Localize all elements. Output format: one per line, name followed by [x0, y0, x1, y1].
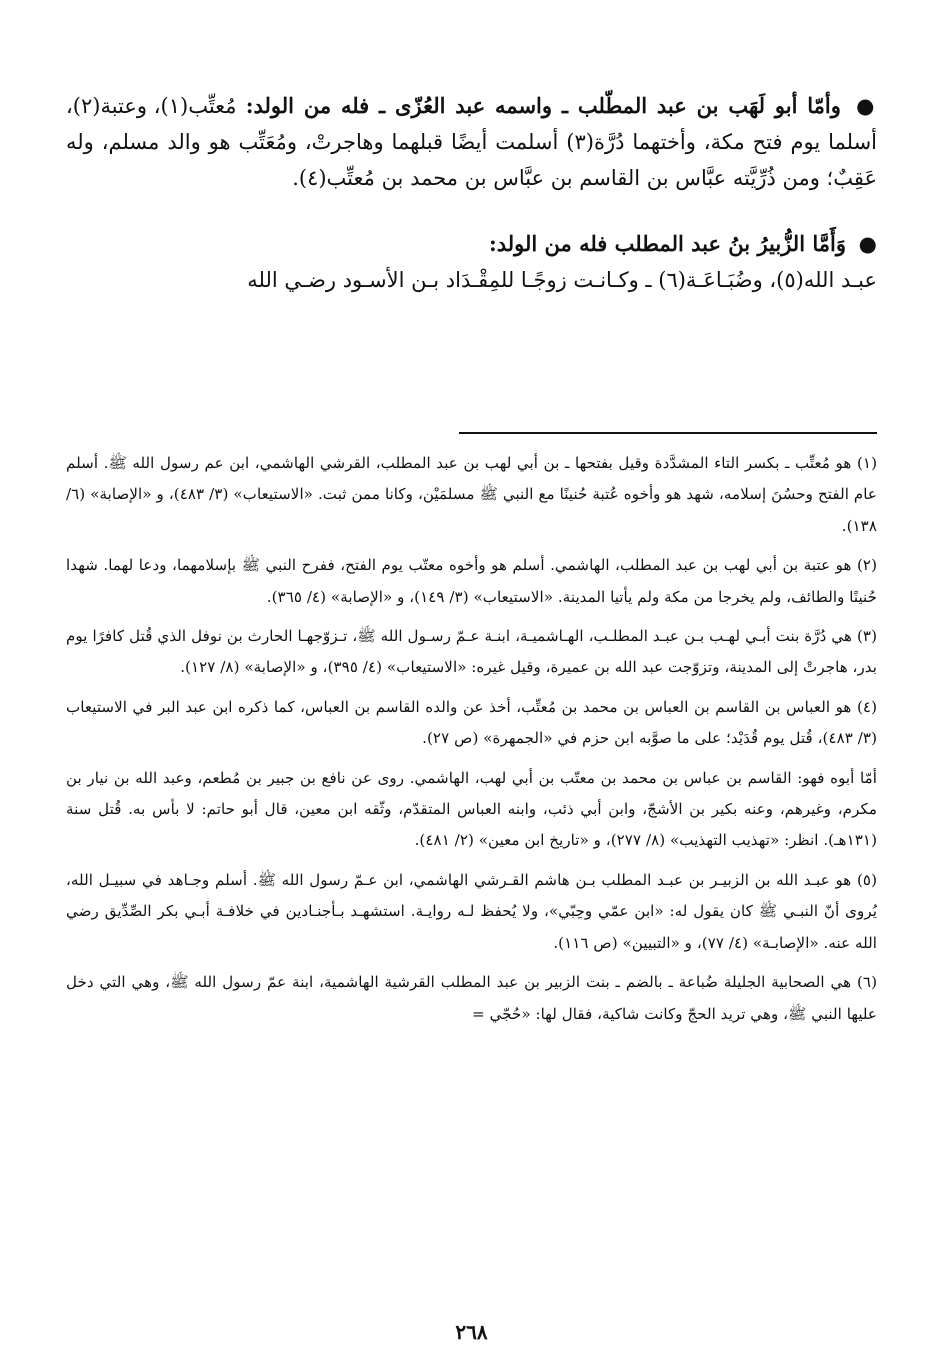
footnote-2: (٢) هو عتبة بن أبي لهب بن عبد المطلب، الهاشمي. أسلم هو وأخوه معتّب يوم الفتح، ففرح النبي ﷺ بإسلامهما، ودعا لهما. شهدا حُنينًا والطائف، ولم يخرجا من مكة ولم يأتيا المدينة. «الاستيعاب» (٣/ ١٤٩)، و «الإصابة» (٤/ ٣٦٥).	[66, 556, 877, 606]
bullet-icon: ●	[858, 231, 877, 256]
bullet-icon: ●	[856, 93, 877, 118]
footnote-3: (٣) هي دُرَّة بنت أبـي لهـب بـن عبـد المطلـب، الهـاشميـة، ابنـة عـمّ رسـول الله ﷺ، تـزوّجهـا الحارث بن نوفل الذي قُتل كافرًا يوم بدر، هاجرتْ إلى المدينة، وتزوّجت عبد الله بن عميرة، وقيل غيره: «الاستيعاب» (٤/ ٣٩٥)، و «الإصابة» (٨/ ١٢٧).	[66, 627, 877, 677]
page-number: ٢٦٨	[455, 1320, 488, 1344]
paragraph-lead: وأمّا أبو لَهَب بن عبد المطّلب ـ واسمه عبد العُزّى ـ فله من الولد:	[245, 93, 841, 118]
footnotes	[66, 448, 877, 1038]
footnote-1: (١) هو مُعتِّب ـ بكسر التاء المشدَّدة وقيل بفتحها ـ بن أبي لهب بن عبد المطلب، القرشي الهاشمي، ابن عم رسول الله ﷺ. أسلم عام الفتح وحسُنَ إسلامه، شهد هو وأخوه عُتبة حُنينًا مع النبي ﷺ مسلمَيْن، وكانا ممن ثبت. «الاستيعاب» (٣/ ٤٨٣)، و «الإصابة» (٦/ ١٣٨).	[66, 454, 877, 535]
footnote-5: (٥) هو عبـد الله بن الزبيـر بن عبـد المطلب بـن هاشم القـرشي الهاشمي، ابن عـمّ رسول الله ﷺ. أسلم وجـاهد في سبيـل الله، يُروى أنّ النبـي ﷺ كان يقول له: «ابن عمّي وحِبّي»، ولا يُحفظ لـه روايـة. استشهـد بـأجنـادين في خلافـة أبـي بكر الصِّدِّيق رضي الله عنه. «الإصابـة» (٤/ ٧٧)، و «التبيين» (ص ١١٦).	[66, 870, 877, 952]
paragraph-text: مُعتِّب(١)، وعتبة(٢)، أسلما يوم فتح مكة، وأختهما دُرَّة(٣) أسلمت أيضًا قبلهما وهاجرتْ، ومُعَتِّب هو والد مسلم، وله عَقِبٌ؛ ومن ذُرِّيَّته عبَّاس بن القاسم بن عبَّاس بن محمد بن مُعتِّب(٤).	[66, 94, 878, 190]
paragraph-lead: وَأَمَّا الزُّبيرُ بنُ عبد المطلب فله من الولد:	[488, 231, 846, 256]
footnote-4: (٤) هو العباس بن القاسم بن العباس بن محمد بن مُعتِّب، أخذ عن والده القاسم بن العباس، كما ذكره ابن عبد البر في الاستيعاب (٣/ ٤٨٣)، قُتل يوم قُدَيْد؛ على ما صوَّبه ابن حزم في «الجمهرة» (ص ٢٧).	[66, 697, 877, 748]
footnote-6: (٦) هي الصحابية الجليلة ضُباعة ـ بالضم ـ بنت الزبير بن عبد المطلب القرشية الهاشمية، ابنة عمّ رسول الله ﷺ، وهي التي دخل عليها النبي ﷺ، وهي تريد الحجّ وكانت شاكية، فقال لها: «حُجّي =	[66, 973, 877, 1023]
footnote-4-continued: أمّا أبوه فهو: القاسم بن عباس بن محمد بن معتّب بن أبي لهب، الهاشمي. روى عن نافع بن جبير بن مُطعم، وعبد الله بن نيار بن مكرم، وغيرهم، وعنه بكير بن الأشجّ، وابن أبي ذئب، وابنه العباس المتقدّم، وثّقه ابن معين، قال أبو حاتم: لا بأس به. قُتل سنة (١٣١هـ). انظر: «تهذيب التهذيب» (٨/ ٢٧٧)، و «تاريخ ابن معين» (٢/ ٤٨١).	[66, 768, 877, 850]
paragraph-abu-lahab	[66, 88, 877, 196]
paragraph-text: عبـد الله(٥)، وضُبَـاعَـة(٦) ـ وكـانـت زوجًـا للمِقْـدَاد بـن الأسـود رضـي الله	[247, 268, 877, 292]
main-text	[66, 88, 877, 320]
footnote-separator	[459, 432, 877, 434]
paragraph-zubair	[66, 226, 877, 298]
